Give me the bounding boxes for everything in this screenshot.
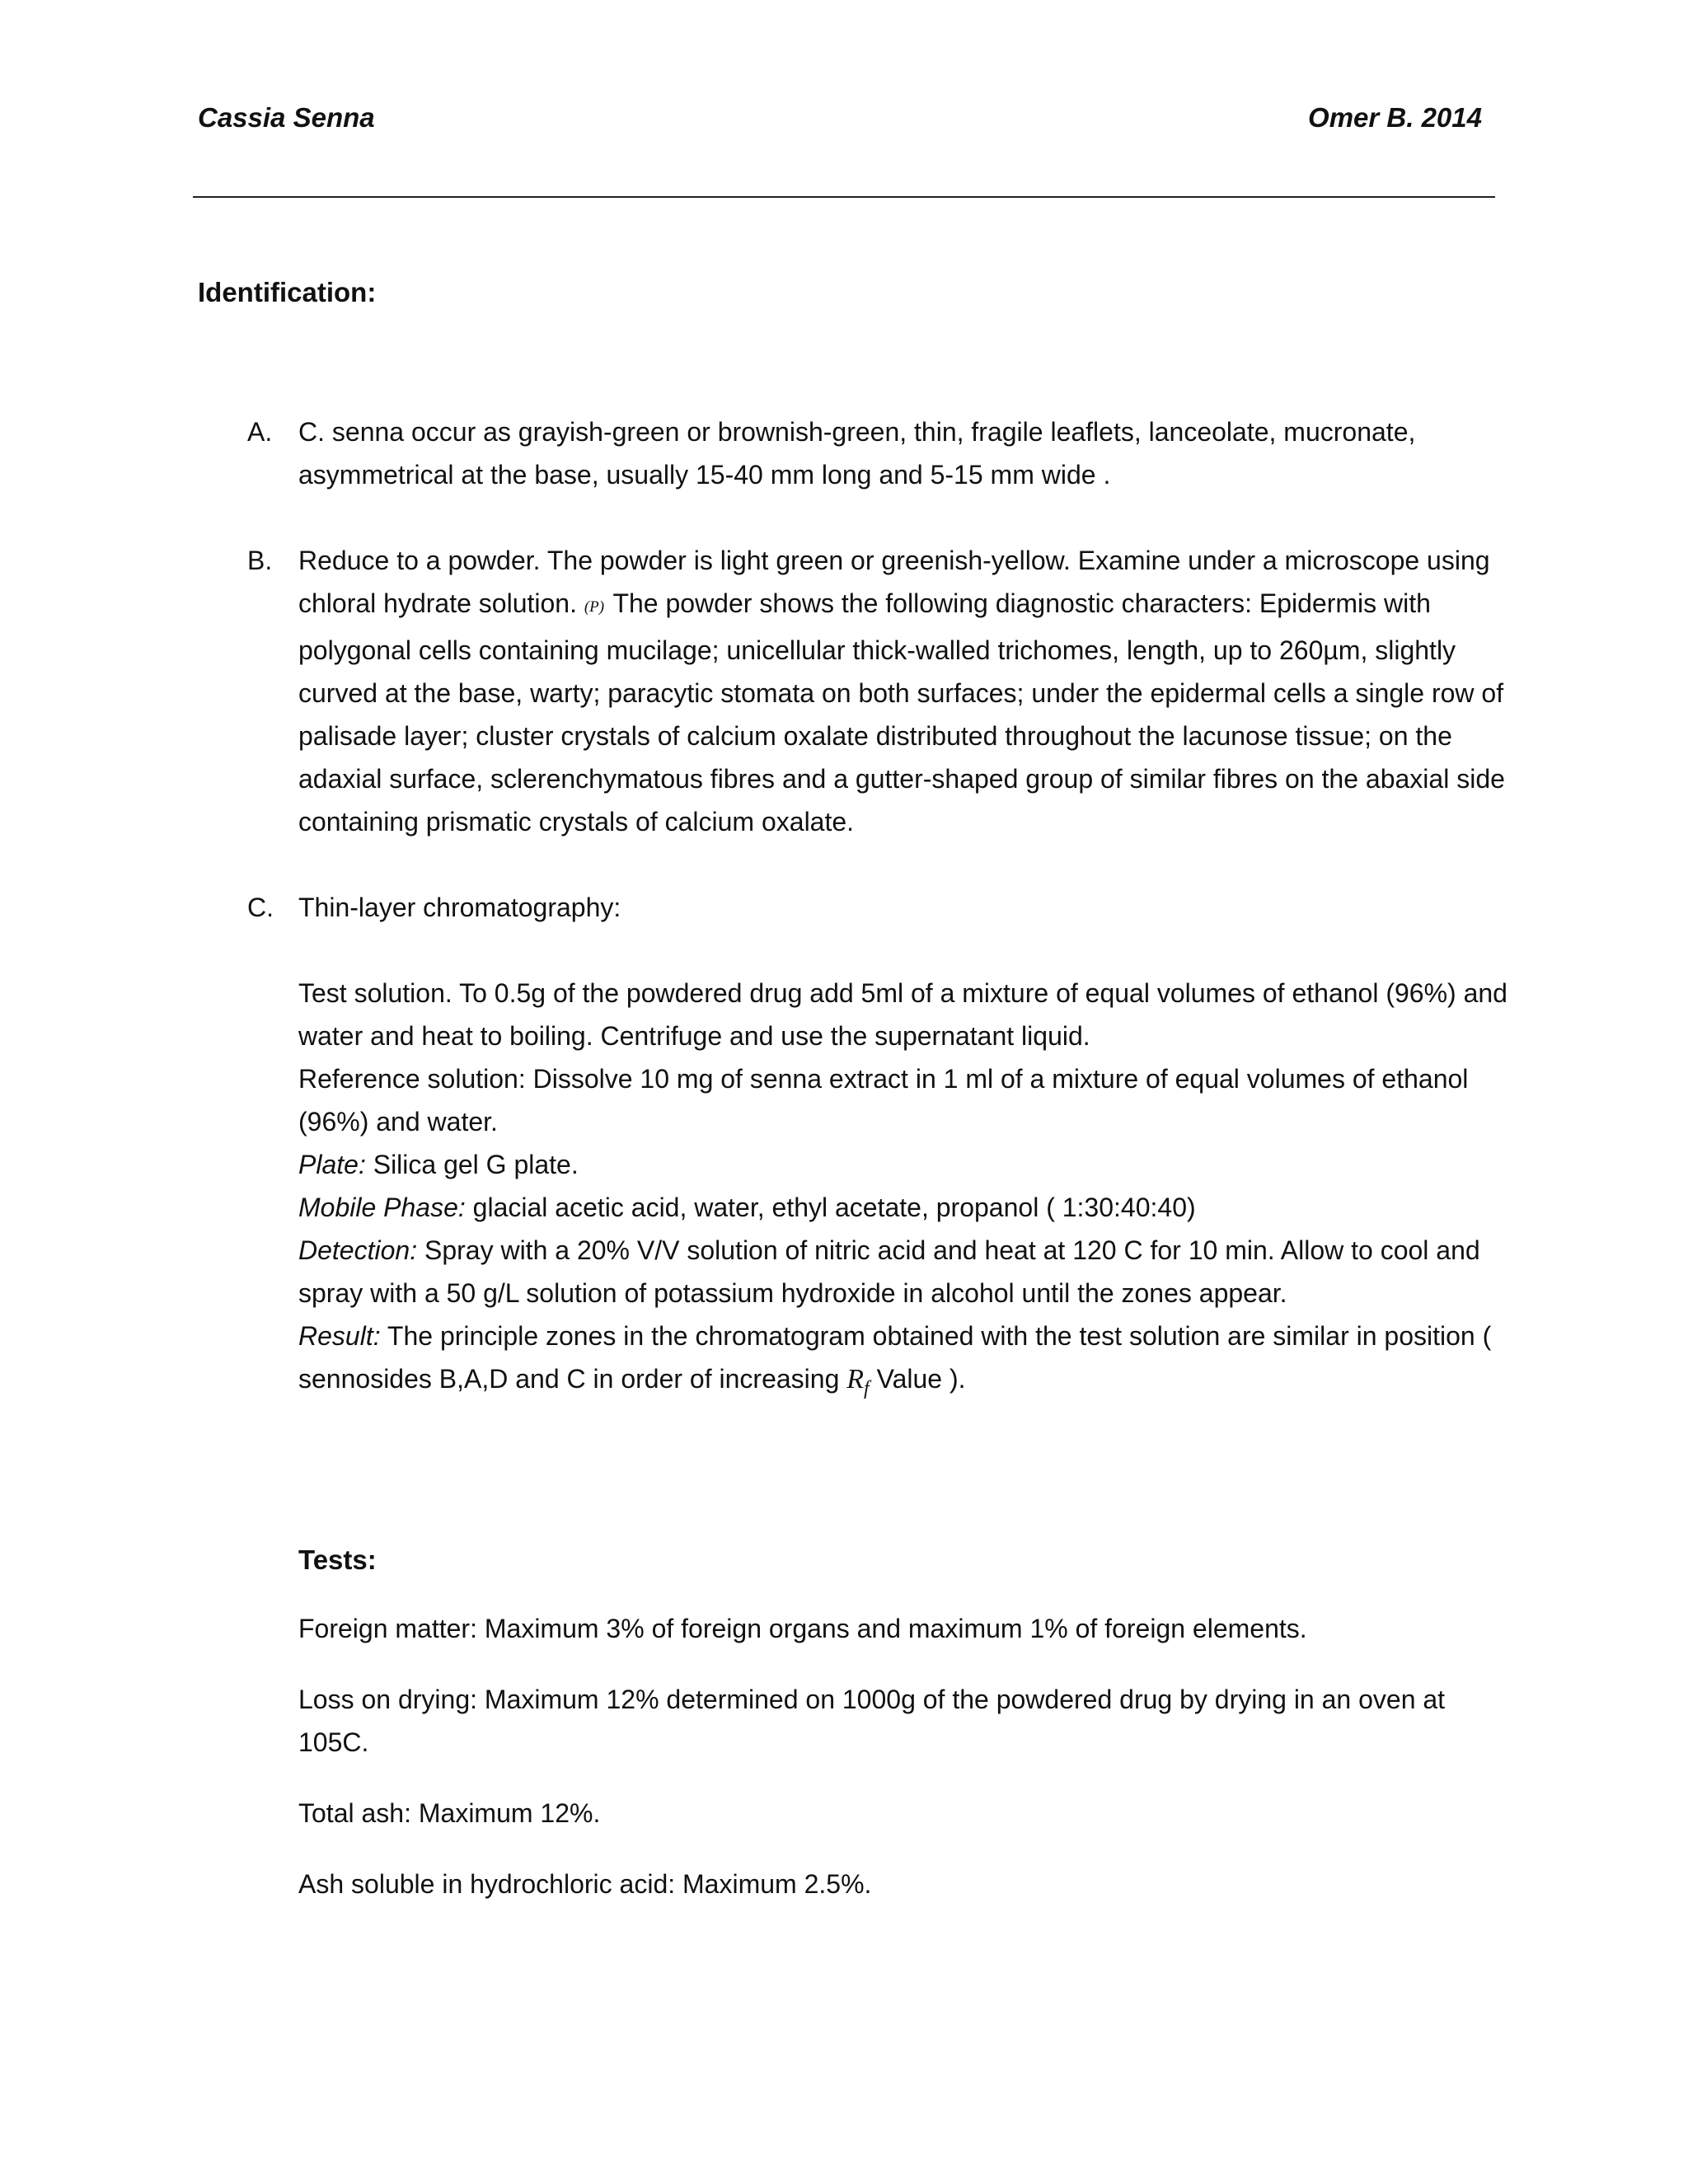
item-label: B. <box>247 546 273 575</box>
item-label: C. <box>247 893 274 922</box>
mobile-phase-line <box>298 1186 1517 1229</box>
pharmacopoeia-marker: (P) <box>584 598 605 616</box>
item-text-part: Reduce to a powder. The powder is light green or greenish-yellow. Examine under a microscope using chloral hydrate solution. <box>298 546 1490 618</box>
result-text: The principle zones in the chromatogram obtained with the test solution are similar in position ( sennosides B,A,D and C in order of increasing <box>298 1321 1492 1394</box>
identification-heading: Identification: <box>198 277 377 307</box>
tests-heading: Tests: <box>298 1544 377 1575</box>
tlc-details <box>298 972 1517 1410</box>
item-text-part: The powder shows the following diagnostic characters: Epidermis with polygonal cells containing mucilage; unicellular thick-walled trichomes, length, up to 260µm, slightly curved at the base, warty; paracytic stomata on both surfaces; under the epidermal cells a single row of palisade layer; cluster crystals of calcium oxalate distributed throughout the lacunose tissue; on the adaxial surface, sclerenchymatous fibres and a gutter-shaped group of similar fibres on the abaxial side containing prismatic crystals of calcium oxalate. <box>298 588 1505 837</box>
detection-label: Detection: <box>298 1235 418 1265</box>
plate-line <box>298 1143 1517 1186</box>
mobile-phase-text: glacial acetic acid, water, ethyl acetate, propanol ( 1:30:40:40) <box>472 1193 1196 1222</box>
test-total-ash: Total ash: Maximum 12%. <box>298 1798 601 1828</box>
identification-item-b <box>247 539 1517 843</box>
reference-solution-text: Reference solution: Dissolve 10 mg of senna extract in 1 ml of a mixture of equal volumes of ethanol (96%) and water. <box>298 1064 1469 1137</box>
plate-text: Silica gel G plate. <box>373 1150 579 1179</box>
identification-list <box>247 410 1517 1453</box>
test-foreign-matter: Foreign matter: Maximum 3% of foreign organs and maximum 1% of foreign elements. <box>298 1614 1307 1643</box>
mobile-phase-label: Mobile Phase: <box>298 1193 466 1222</box>
rf-symbol <box>846 1364 870 1399</box>
identification-item-c <box>247 886 1517 1410</box>
header-author-year: Omer B. 2014 <box>1308 102 1482 133</box>
test-loss-on-drying: Loss on drying: Maximum 12% determined on 1000g of the powdered drug by drying in an oven at 105C. <box>298 1685 1446 1757</box>
identification-item-a <box>247 410 1517 496</box>
test-solution-text: Test solution. To 0.5g of the powdered drug add 5ml of a mixture of equal volumes of ethanol (96%) and water and heat to boiling. Centrifuge and use the supernatant liquid. <box>298 978 1507 1051</box>
result-label: Result: <box>298 1321 381 1351</box>
detection-text: Spray with a 20% V/V solution of nitric acid and heat at 120 C for 10 min. Allow to cool and spray with a 50 g/L solution of potassium hydroxide in alcohol until the zones appear. <box>298 1235 1480 1308</box>
item-body <box>298 886 1517 1410</box>
test-acid-soluble-ash: Ash soluble in hydrochloric acid: Maximum 2.5%. <box>298 1869 872 1899</box>
rf-subscript: f <box>864 1378 870 1399</box>
plate-label: Plate: <box>298 1150 366 1179</box>
item-text: C. senna occur as grayish-green or brownish-green, thin, fragile leaflets, lanceolate, mucronate, asymmetrical at the base, usually 15-40 mm long and 5-15 mm wide . <box>298 417 1416 490</box>
item-text: Thin-layer chromatography: <box>298 893 621 922</box>
detection-line <box>298 1229 1517 1315</box>
rf-letter: R <box>846 1364 865 1394</box>
item-label: A. <box>247 417 273 447</box>
result-line <box>298 1315 1517 1410</box>
header-divider <box>193 196 1495 198</box>
item-text <box>298 539 1517 843</box>
result-tail: Value ). <box>876 1364 966 1394</box>
header-title: Cassia Senna <box>198 102 375 133</box>
tests-list <box>298 1607 1518 1933</box>
